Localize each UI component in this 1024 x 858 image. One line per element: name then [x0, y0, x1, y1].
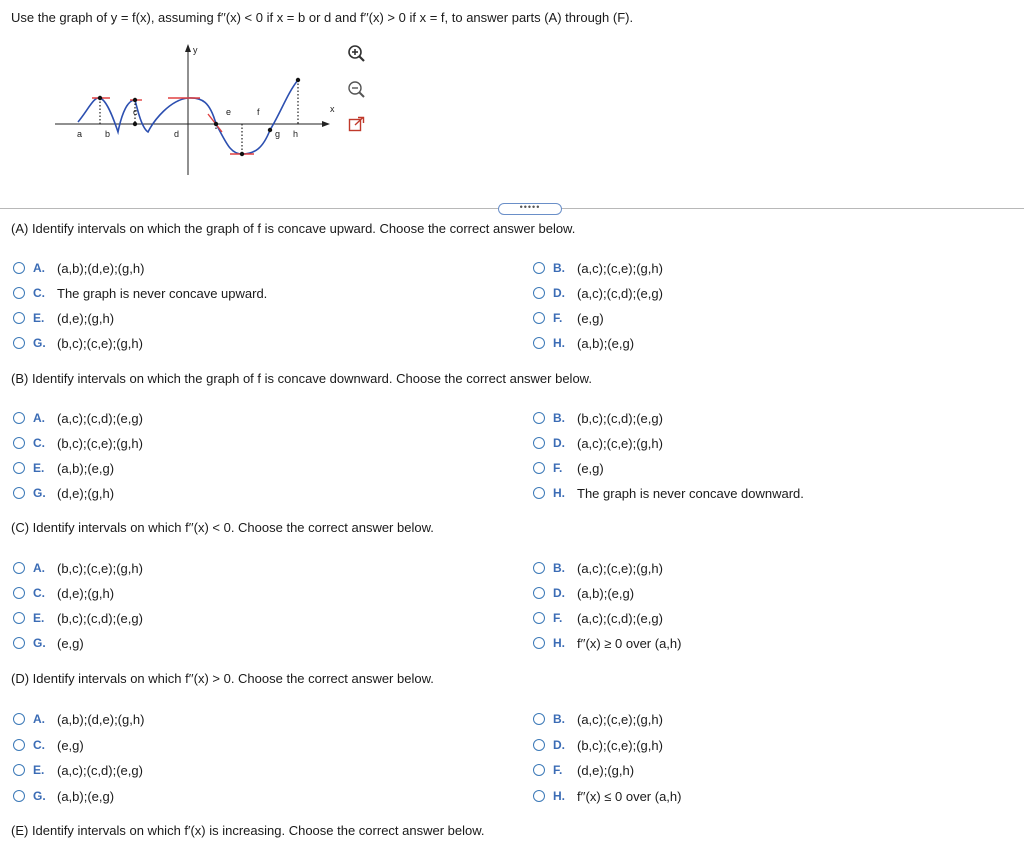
qd-option-d[interactable]: D. (b,c);(c,e);(g,h) [533, 736, 663, 754]
qd-option-b[interactable]: B. (a,c);(c,e);(g,h) [533, 710, 663, 728]
point-e [214, 122, 218, 126]
radio-button[interactable] [13, 637, 25, 649]
radio-button[interactable] [13, 713, 25, 725]
qb-option-f[interactable]: F. (e,g) [533, 459, 604, 477]
function-graph [50, 42, 340, 182]
qc-option-a[interactable]: A. (b,c);(c,e);(g,h) [13, 559, 143, 577]
point-b [98, 96, 102, 100]
qb-option-c[interactable]: C. (b,c);(c,e);(g,h) [13, 434, 143, 452]
qb-option-a[interactable]: A. (a,c);(c,d);(e,g) [13, 409, 143, 427]
radio-button[interactable] [533, 562, 545, 574]
qc-option-h[interactable]: H. f′′(x) ≥ 0 over (a,h) [533, 634, 681, 652]
radio-button[interactable] [533, 764, 545, 776]
point-h [296, 78, 300, 82]
radio-button[interactable] [533, 312, 545, 324]
zoom-out-icon[interactable] [347, 80, 367, 100]
zoom-in-icon[interactable] [347, 44, 367, 64]
point-c-bottom [133, 122, 137, 126]
qc-option-d[interactable]: D. (a,b);(e,g) [533, 584, 634, 602]
label-d: d [174, 129, 180, 139]
qa-option-a[interactable]: A. (a,b);(d,e);(g,h) [13, 259, 144, 277]
question-a-prompt: (A) Identify intervals on which the graph of f is concave upward. Choose the correct answer below. [11, 221, 576, 236]
radio-button[interactable] [13, 312, 25, 324]
radio-button[interactable] [533, 337, 545, 349]
radio-button[interactable] [13, 764, 25, 776]
qc-option-e[interactable]: E. (b,c);(c,d);(e,g) [13, 609, 143, 627]
qd-option-c[interactable]: C. (e,g) [13, 736, 84, 754]
radio-button[interactable] [13, 462, 25, 474]
label-a: a [77, 129, 83, 139]
radio-button[interactable] [13, 790, 25, 802]
expand-button[interactable]: ••••• [498, 203, 562, 215]
radio-button[interactable] [533, 637, 545, 649]
point-f [240, 152, 244, 156]
y-axis-label: y [193, 45, 198, 55]
radio-button[interactable] [533, 287, 545, 299]
radio-button[interactable] [13, 262, 25, 274]
radio-button[interactable] [533, 412, 545, 424]
label-e: e [226, 107, 232, 117]
radio-button[interactable] [13, 337, 25, 349]
label-c: c [133, 107, 138, 117]
qa-option-d[interactable]: D. (a,c);(c,d);(e,g) [533, 284, 663, 302]
radio-button[interactable] [533, 739, 545, 751]
radio-button[interactable] [13, 739, 25, 751]
qa-option-e[interactable]: E. (d,e);(g,h) [13, 309, 114, 327]
qb-option-e[interactable]: E. (a,b);(e,g) [13, 459, 114, 477]
question-b-prompt: (B) Identify intervals on which the graph of f is concave downward. Choose the correct answer below. [11, 371, 592, 386]
qa-option-f[interactable]: F. (e,g) [533, 309, 604, 327]
x-axis-arrow [322, 121, 330, 127]
qc-option-b[interactable]: B. (a,c);(c,e);(g,h) [533, 559, 663, 577]
label-b: b [105, 129, 111, 139]
qc-option-g[interactable]: G. (e,g) [13, 634, 84, 652]
question-c-prompt: (C) Identify intervals on which f′′(x) < 0. Choose the correct answer below. [11, 520, 434, 535]
radio-button[interactable] [13, 437, 25, 449]
qa-option-b[interactable]: B. (a,c);(c,e);(g,h) [533, 259, 663, 277]
question-d-prompt: (D) Identify intervals on which f′′(x) > 0. Choose the correct answer below. [11, 671, 434, 686]
problem-statement: Use the graph of y = f(x), assuming f′′(x) < 0 if x = b or d and f′′(x) > 0 if x = f, to answer parts (A) through (F). [11, 10, 634, 25]
y-axis-arrow [185, 44, 191, 52]
radio-button[interactable] [13, 287, 25, 299]
qd-option-f[interactable]: F. (d,e);(g,h) [533, 761, 634, 779]
qb-option-d[interactable]: D. (a,c);(c,e);(g,h) [533, 434, 663, 452]
qc-option-c[interactable]: C. (d,e);(g,h) [13, 584, 114, 602]
radio-button[interactable] [533, 790, 545, 802]
qc-option-f[interactable]: F. (a,c);(c,d);(e,g) [533, 609, 663, 627]
radio-button[interactable] [13, 412, 25, 424]
qb-option-h[interactable]: H. The graph is never concave downward. [533, 484, 804, 502]
qd-option-g[interactable]: G. (a,b);(e,g) [13, 787, 114, 805]
radio-button[interactable] [13, 587, 25, 599]
radio-button[interactable] [533, 487, 545, 499]
qa-option-c[interactable]: C. The graph is never concave upward. [13, 284, 267, 302]
qb-option-b[interactable]: B. (b,c);(c,d);(e,g) [533, 409, 663, 427]
radio-button[interactable] [13, 562, 25, 574]
open-window-icon[interactable] [348, 116, 366, 132]
qd-option-e[interactable]: E. (a,c);(c,d);(e,g) [13, 761, 143, 779]
qa-option-h[interactable]: H. (a,b);(e,g) [533, 334, 634, 352]
radio-button[interactable] [533, 262, 545, 274]
qa-option-g[interactable]: G. (b,c);(c,e);(g,h) [13, 334, 143, 352]
point-c-top [133, 98, 137, 102]
radio-button[interactable] [533, 462, 545, 474]
radio-button[interactable] [13, 487, 25, 499]
qd-option-h[interactable]: H. f′′(x) ≤ 0 over (a,h) [533, 787, 681, 805]
radio-button[interactable] [533, 713, 545, 725]
radio-button[interactable] [533, 437, 545, 449]
qb-option-g[interactable]: G. (d,e);(g,h) [13, 484, 114, 502]
radio-button[interactable] [13, 612, 25, 624]
radio-button[interactable] [533, 612, 545, 624]
label-g: g [275, 129, 281, 139]
label-h: h [293, 129, 299, 139]
x-axis-label: x [330, 104, 335, 114]
point-g [268, 128, 272, 132]
question-e-prompt: (E) Identify intervals on which f′(x) is increasing. Choose the correct answer below. [11, 823, 485, 838]
label-f: f [257, 107, 260, 117]
radio-button[interactable] [533, 587, 545, 599]
qd-option-a[interactable]: A. (a,b);(d,e);(g,h) [13, 710, 144, 728]
